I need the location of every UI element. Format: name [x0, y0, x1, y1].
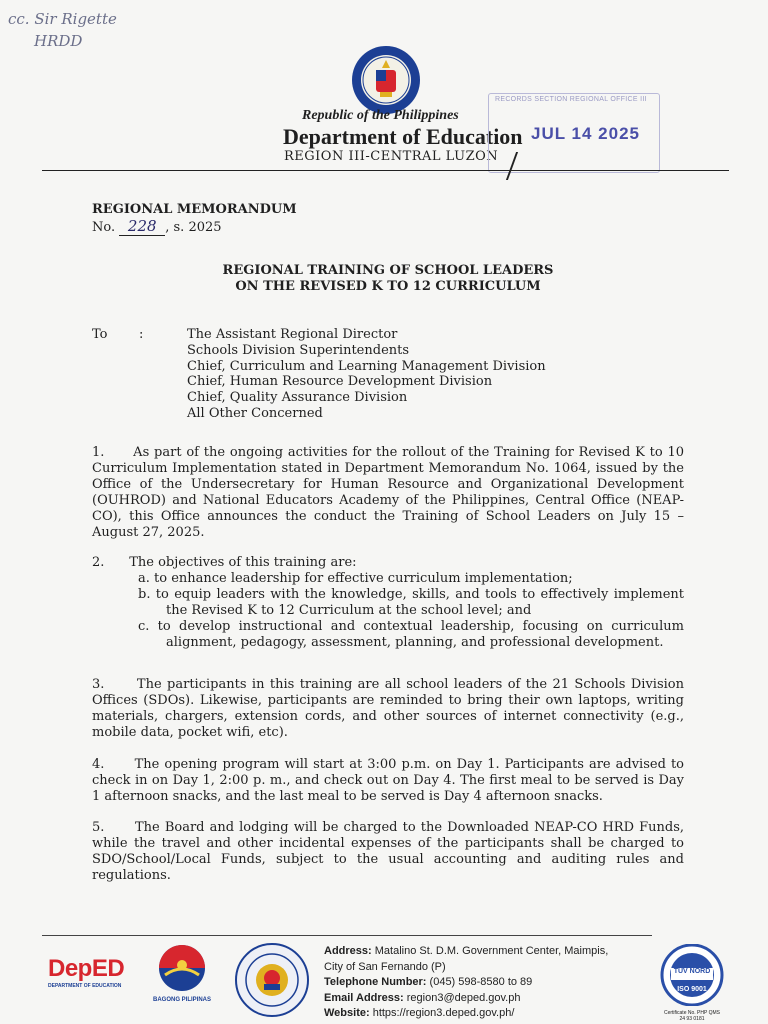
- tuv-iso-icon: [659, 944, 725, 1006]
- email-value[interactable]: region3@deped.gov.ph: [403, 991, 521, 1004]
- bagong-pilipinas-icon: [151, 943, 213, 993]
- memo-series: , s. 2025: [165, 220, 222, 235]
- region-label: REGION III-CENTRAL LUZON: [284, 149, 499, 164]
- recipient-item: Schools Division Superintendents: [187, 342, 410, 358]
- memo-title-line-2: ON THE REVISED K TO 12 CURRICULUM: [235, 279, 541, 294]
- deped-logo: [48, 955, 140, 989]
- handwritten-note-line-2: HRDD: [34, 32, 83, 50]
- recipient-item: Chief, Curriculum and Learning Management Division: [187, 358, 546, 374]
- certificate-label: Certificate No. PHP QMS: [663, 1010, 721, 1016]
- phone-line: [324, 975, 608, 991]
- address-label: Address:: [324, 945, 372, 957]
- handwritten-note-line-1: cc. Sir Rigette: [8, 10, 117, 28]
- recipient-item: All Other Concerned: [187, 405, 323, 421]
- received-stamp: [488, 93, 660, 173]
- address-value-2: City of San Fernando (P): [324, 960, 446, 973]
- to-label: To: [92, 327, 108, 342]
- handwritten-note: [8, 8, 117, 52]
- memo-number-prefix: No.: [92, 220, 116, 235]
- deped-logo-text: DepED: [48, 955, 125, 982]
- phone-label: Telephone Number:: [324, 976, 427, 988]
- objective-item: a. to enhance leadership for effective curriculum implementation;: [138, 571, 573, 586]
- certificate-number: 24 93 0181: [679, 1016, 705, 1022]
- iso-certification-badge: [654, 944, 730, 1022]
- paragraph-2: [92, 555, 684, 651]
- email-label: Email Address:: [324, 991, 404, 1004]
- republic-label: Republic of the Philippines: [302, 108, 459, 123]
- memo-title: [92, 263, 684, 295]
- website-label: Website:: [324, 1007, 370, 1019]
- memo-title-line-1: REGIONAL TRAINING OF SCHOOL LEADERS: [222, 263, 554, 278]
- address-line: [324, 944, 608, 960]
- department-label: Department of Education: [283, 124, 523, 149]
- deped-seal-icon: [350, 44, 422, 116]
- objective-item: c. to develop instructional and contextual leadership, focusing on curriculum alignment, pedagogy, assessment, planning, and professional development.: [138, 619, 684, 650]
- paragraph-4: 4. The opening program will start at 3:00 p.m. on Day 1. Participants are advised to check in on Day 1, 2:00 p. m., and check out on Day 4. The first meal to be served is Day 1 afternoon snacks, and the last meal to be served is Day 4 afternoon snacks.: [92, 757, 684, 804]
- objective-item: b. to equip leaders with the knowledge, skills, and tools to effectively implement the Revised K to 12 Curriculum at the school level; and: [138, 587, 684, 618]
- stamp-office: RECORDS SECTION REGIONAL OFFICE III: [495, 96, 647, 103]
- paragraph-3: 3. The participants in this training are all school leaders of the 21 Schools Division Offices (SDOs). Likewise, participants are reminded to bring their own laptops, writing materials, chargers, extension cords, and other sources of internet connectivity (e.g., mobile data, pocket wifi, etc).: [92, 677, 684, 740]
- paragraph-1: 1. As part of the ongoing activities for the rollout of the Training for Revised K to 10 Curriculum Implementation stated in Department Memorandum No. 1064, issued by the Office of the Undersecretary for Human Resource and Organizational Development (OUHROD) and National Educators Academy of the Philippines, Central Office (NEAP-CO), this Office announces the conduct the Training of School Leaders on July 15 – August 27, 2025.: [92, 445, 684, 540]
- recipient-item: Chief, Human Resource Development Division: [187, 374, 493, 390]
- deped-logo-subtitle: DEPARTMENT OF EDUCATION: [48, 983, 122, 989]
- header-divider: [42, 170, 729, 171]
- email-line: [324, 991, 608, 1007]
- stamp-date: JUL 14 2025: [531, 124, 640, 143]
- recipient-item: The Assistant Regional Director: [187, 327, 398, 342]
- website-line: [324, 1006, 608, 1022]
- to-colon: :: [139, 327, 144, 342]
- deped-regional-seal-icon: [234, 942, 310, 1018]
- iso-label: ISO 9001: [677, 986, 707, 993]
- bagong-pilipinas-label: BAGONG PILIPINAS: [152, 997, 211, 1003]
- address-value: Matalino St. D.M. Government Center, Maimpis,: [371, 945, 609, 957]
- phone-value: (045) 598-8580 to 89: [426, 976, 533, 988]
- recipient-list: [187, 327, 546, 422]
- paragraph-5: 5. The Board and lodging will be charged to the Downloaded NEAP-CO HRD Funds, while the travel and other incidental expenses of the participants shall be charged to SDO/School/Local Funds, subject to the usual accounting and auditing rules and regulations.: [92, 820, 684, 883]
- website-value[interactable]: https://region3.deped.gov.ph/: [369, 1007, 515, 1019]
- objectives-intro: 2. The objectives of this training are:: [92, 555, 357, 570]
- memo-number: 228: [119, 217, 165, 236]
- recipient-item: Chief, Quality Assurance Division: [187, 390, 408, 406]
- footer-contact: [324, 944, 608, 1022]
- tuv-label: TÜV NORD: [673, 968, 711, 975]
- bagong-pilipinas-logo: [148, 943, 216, 1003]
- footer-divider: [42, 935, 652, 936]
- memo-type: REGIONAL MEMORANDUM: [92, 202, 297, 217]
- memo-number-line: [92, 217, 222, 236]
- stamp-signature: [506, 152, 538, 180]
